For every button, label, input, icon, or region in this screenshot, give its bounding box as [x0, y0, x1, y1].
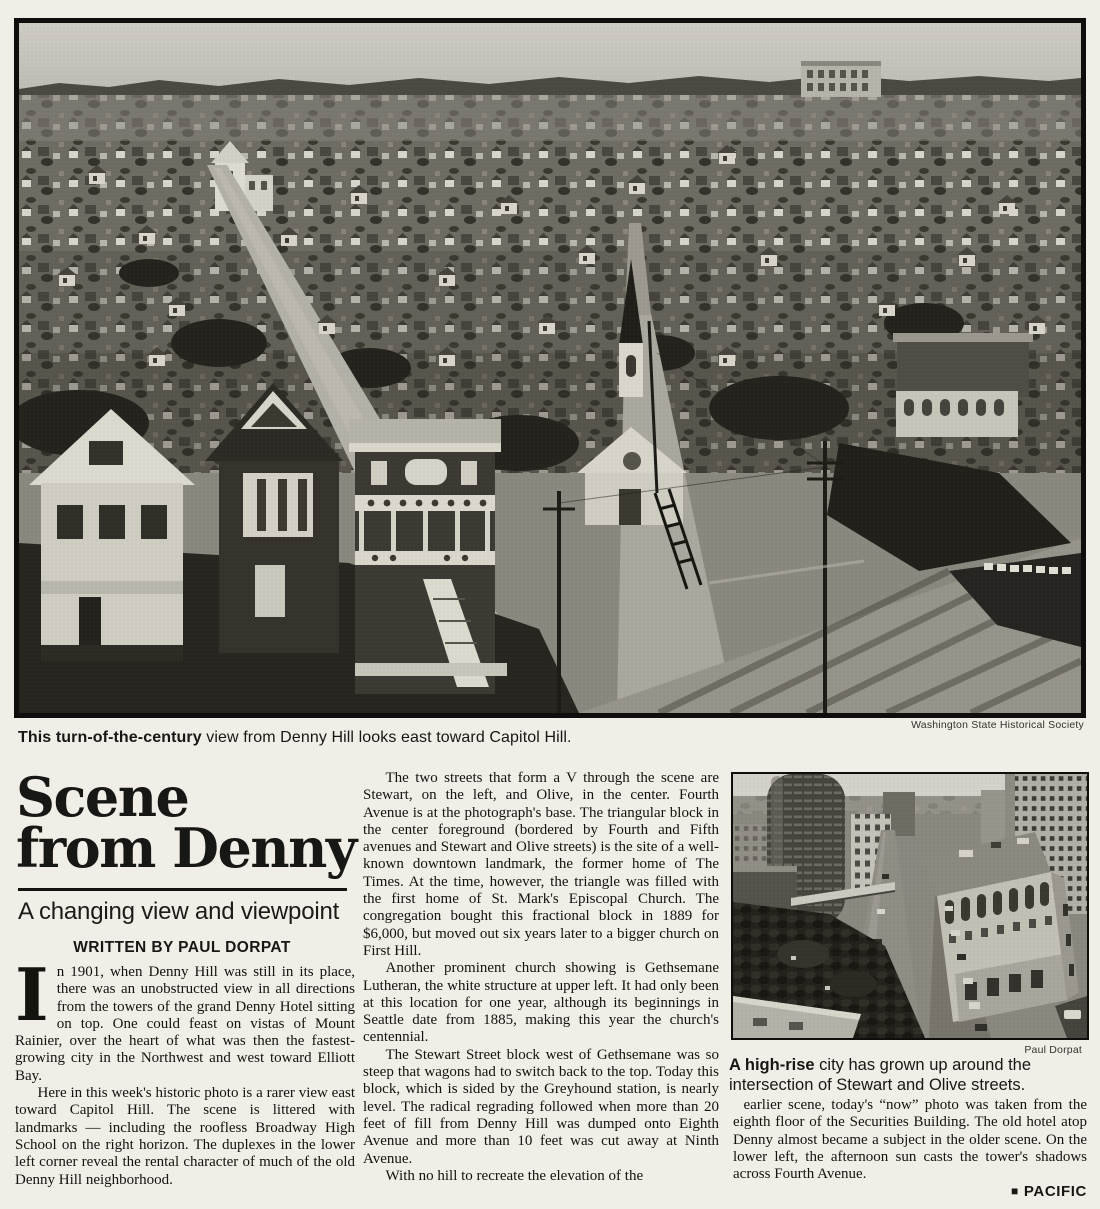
column-2 [363, 770, 719, 1185]
now-photo-credit: Paul Dorpat [1024, 1044, 1082, 1056]
now-photo-caption [729, 1056, 1091, 1095]
body-paragraph: With no hill to recreate the elevation of the [385, 1167, 644, 1184]
headline [16, 765, 361, 880]
historic-photo [14, 18, 1086, 718]
body-paragraph: earlier scene, today's “now” photo was taken from the eighth floor of the Securities Building. The old hotel atop Denny almost became a subject in the older scene. On the lower left, the afternoon sun casts the tower's shadows across Fourth Avenue. [733, 1097, 1087, 1183]
headline-line2: from Denny [16, 816, 356, 880]
modern-photo [731, 772, 1089, 1040]
body-paragraph: Here in this week's historic photo is a rarer view east toward Capitol Hill. The scene is littered with landmarks — including the roofless Broadway High School on the right horizon. The duplexes in the lower left corner reveal the rental character of much of the old Denny Hill neighborhood. [15, 1085, 355, 1188]
end-tag-label: PACIFIC [1023, 1183, 1087, 1200]
main-photo-credit: Washington State Historical Society [911, 719, 1084, 731]
main-photo-caption [18, 728, 798, 747]
caption-rest: view from Denny Hill looks east toward Capitol Hill. [201, 729, 572, 746]
modern-photo-illustration [733, 774, 1087, 1038]
body-paragraph: The two streets that form a V through the scene are Stewart, on the left, and Olive, in the center. Fourth Avenue is at the photograph's base. The triangular block in the center foreground (bordered by Fourth and Fifth avenues and Stewart and Olive streets) is the site of a well-known downtown landmark, the former home of The Times. At the time, however, the triangle was filled with the first home of St. Mark's Episcopal Church. The congregation bought this fractional block in 1889 for $6,000, but moved out six years later to a bigger church on First Hill. [363, 770, 719, 959]
body-paragraph: In 1901, when Denny Hill was still in its place, there was an unobstructed view in all directions from the towers of the grand Denny Hotel sitting on top. One could feast on vistas of Mount Rainier, over the heart of what was then the fastest-growing city in the Northwest and west toward Elliott Bay. [15, 952, 355, 1084]
historic-photo-illustration [19, 23, 1081, 713]
headline-rule [18, 888, 347, 891]
byline: WRITTEN BY PAUL DORPAT [73, 939, 291, 956]
headline-line1: Scene [16, 765, 189, 829]
caption-lead: This turn-of-the-century [18, 729, 202, 746]
column-3 [733, 1097, 1087, 1183]
dropcap: I [15, 952, 49, 1037]
caption-rest: city has grown up around the intersection of Stewart and Olive streets. [729, 1056, 1032, 1094]
body-paragraph: Another prominent church showing is Gethsemane Lutheran, the white structure at upper left. It had only been at this location for one year, although its beginnings in Seattle date from 1885, making this year the church's centennial. [363, 960, 719, 1046]
end-tag [1011, 1183, 1087, 1200]
end-square-icon: ■ [1011, 1184, 1019, 1198]
column-1 [15, 952, 355, 1189]
photo-grain [19, 23, 1081, 713]
standfirst: A changing view and viewpoint [18, 898, 340, 925]
photo-grain [733, 774, 1087, 1038]
caption-lead: A high-rise [729, 1056, 815, 1074]
body-paragraph: The Stewart Street block west of Gethsemane was so steep that wagons had to switch back to the top. Today this block, which is sided by the Greyhound station, is nearly level. The radical regrading followed when more than 20 feet of fill from Denny Hill was dumped onto Eighth Avenue and more than 10 feet was cut away at Ninth Avenue. [363, 1046, 719, 1167]
